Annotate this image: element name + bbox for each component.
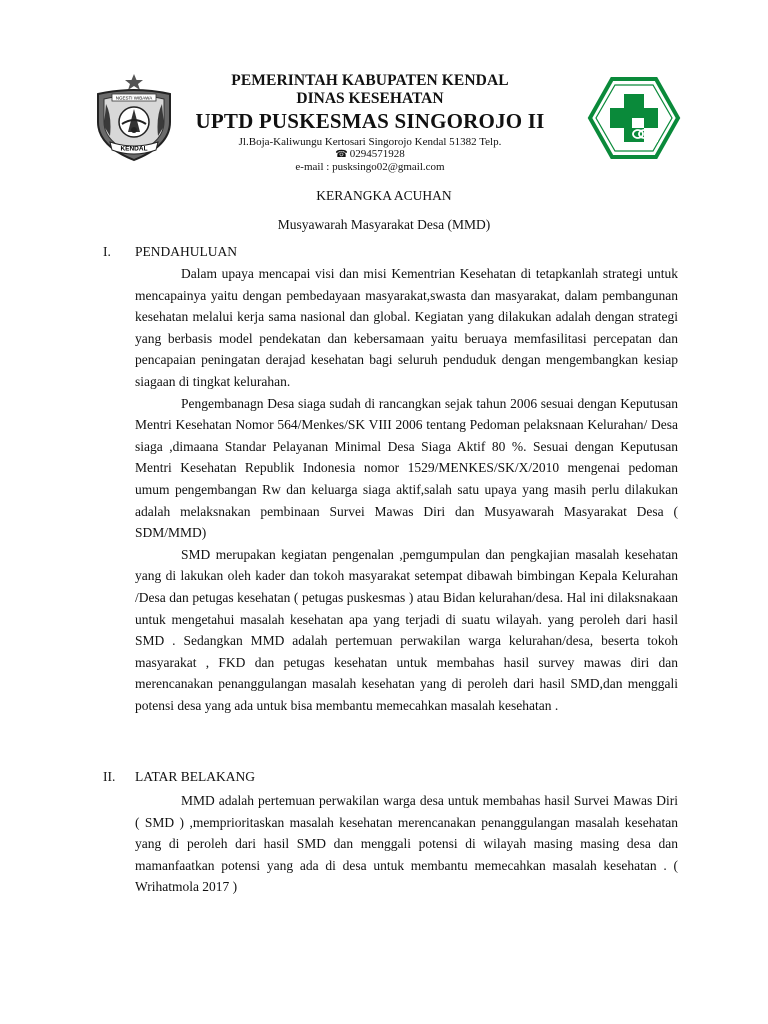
letterhead-line2: DINAS KESEHATAN (296, 89, 444, 107)
telephone-icon: ☎ (335, 149, 348, 161)
section-title: PENDAHULUAN (135, 244, 237, 259)
letterhead-institution: UPTD PUSKESMAS SINGOROJO II (195, 108, 545, 133)
letterhead-line1: PEMERINTAH KABUPATEN KENDAL (231, 72, 509, 89)
svg-text:NGESTI WIBAWA: NGESTI WIBAWA (115, 95, 153, 101)
section-body-1 (135, 263, 678, 716)
letterhead (185, 72, 555, 174)
paragraph: Dalam upaya mencapai visi dan misi Kementrian Kesehatan di tetapkanlah strategi untuk mencapainya yaitu dengan pembedayaan masyarakat,swasta dan masyarakat, dalam pembangunan kesehatan melalui kerja sama nasional dan global. Kegiatan yang dilakukan adalah dengan strategi yang berbasis model pendekatan dan kebersamaan yaitu beruaya memfasilitasi percepatan dan pencapaian peningatan derajad kesehatan bagi seluruh penduduk dengan mengembangkan kesiap siagaan di tingkat kelurahan. (135, 266, 678, 389)
section-number: II. (103, 769, 116, 784)
puskesmas-logo-icon (586, 76, 682, 160)
section-number: I. (103, 244, 111, 259)
letterhead-phone: 0294571928 (349, 148, 405, 161)
section-body-2 (135, 790, 678, 898)
paragraph: Pengembanagn Desa siaga sudah di rancangkan sejak tahun 2006 sesuai dengan Keputusan Mentri Kesehatan Nomor 564/Menkes/SK VIII 2006 tentang Pedoman pelaksnaan Kelurahan/ Desa siaga ,dimaana Standar Pelayanan Minimal Desa Siaga Aktif 80 %. Sesuai dengan Keputusan Mentri Kesehatan Republik Indonesia nomor 1529/MENKES/SK/X/2010 mengenai pedoman umum pengembangan Rw dan keluarga siaga aktif,salah satu upaya yang masih perlu dilakukan adalah melaksnakan pembinaan Survei Mawas Diri dan Musyawarah Masyarakat Desa ( SDM/MMD) (135, 395, 678, 541)
kendal-regency-seal-icon (88, 72, 180, 164)
document-title: KERANGKA ACUHAN (316, 188, 452, 203)
paragraph: SMD merupakan kegiatan pengenalan ,pemgumpulan dan pengkajian masalah kesehatan yang di lakukan oleh kader dan tokoh masyarakat setempat dibawah bimbingan Kepala Kelurahan /Desa dan petugas kesehatan ( petugas puskesmas ) atau Bidan kelurahan/desa. Hal ini dilaksnakaan untuk mengetahui masalah kesehatan apa yang terjadi di suatu wilayah. yang peroleh dari hasil SMD . Sedangkan MMD adalah pertemuan perwakilan warga kelurahan/desa, beserta tokoh masyarakat , FKD dan petugas kesehatan untuk membahas hasil survey mawas diri dan merencanakan penanggulangan masalah kesehatan yang di peroleh dari hasil SMD,dan menggali potensi desa yang ada untuk bisa membantu memecahkan masalah kesehatan . (135, 546, 678, 713)
paragraph: MMD adalah pertemuan perwakilan warga desa untuk membahas hasil Survei Mawas Diri ( SMD ) ,memprioritaskan masalah kesehatan merencanakan penanggulangan masalah kesehatan yang di peroleh dari hasil SMD dan menggali potensi di wilayah masing masing desa dan mamanfaatkan potensi yang ada di desa untuk membantu memecahkan masalah kesehatan . ( Wrihatmola 2017 ) (135, 793, 678, 895)
letterhead-address: Jl.Boja-Kaliwungu Kertosari Singorojo Kendal 51382 Telp. (238, 135, 502, 148)
letterhead-email: e-mail : pusksingo02@gmail.com (295, 161, 445, 174)
section-title: LATAR BELAKANG (135, 769, 256, 784)
letterhead-phone-line (185, 148, 555, 161)
svg-text:KENDAL: KENDAL (120, 145, 148, 153)
document-subtitle: Musyawarah Masyarakat Desa (MMD) (277, 217, 491, 232)
